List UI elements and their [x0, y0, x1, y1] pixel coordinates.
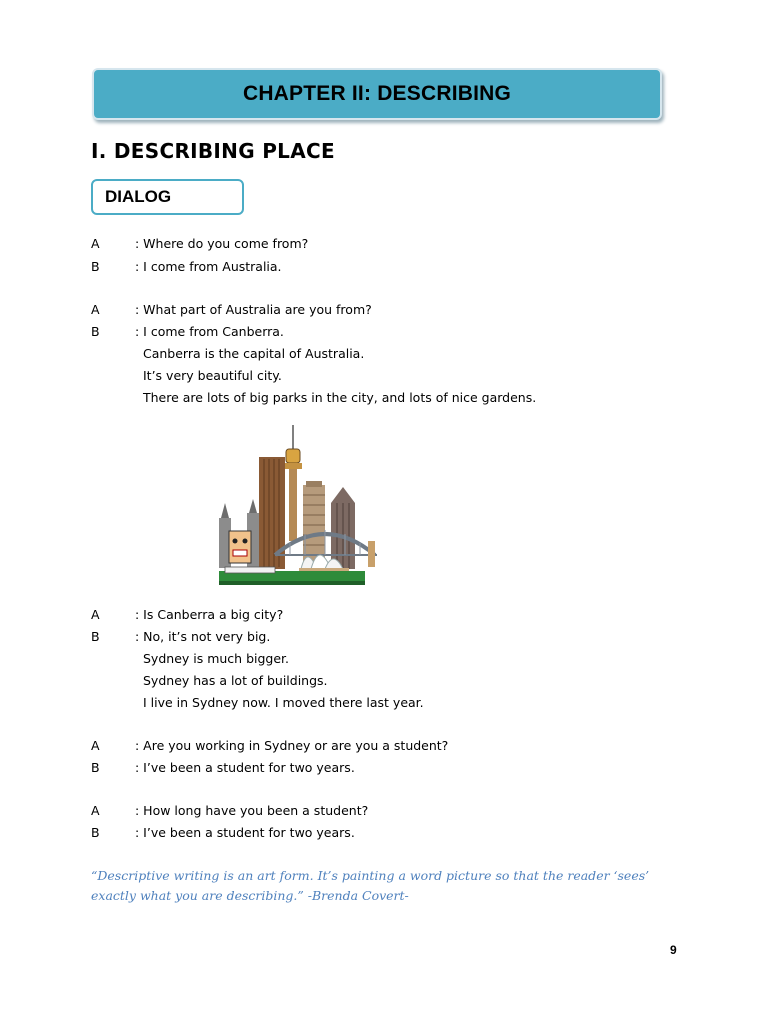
speaker: A: [91, 236, 100, 251]
dialog-continuation: Sydney is much bigger.: [143, 651, 290, 666]
dialog-label: DIALOG: [105, 187, 172, 206]
speaker: B: [91, 760, 100, 775]
dialog-continuation: Canberra is the capital of Australia.: [143, 346, 365, 361]
chapter-title-banner: [92, 68, 662, 120]
dialog-text: : I’ve been a student for two years.: [135, 760, 355, 775]
dialog-text: : What part of Australia are you from?: [135, 302, 372, 317]
speaker: B: [91, 259, 100, 274]
dialog-text: : I’ve been a student for two years.: [135, 825, 355, 840]
dialog-continuation: There are lots of big parks in the city, and lots of nice gardens.: [143, 390, 537, 405]
dialog-text: : I come from Canberra.: [135, 324, 284, 339]
speaker: B: [91, 629, 100, 644]
quote: “Descriptive writing is an art form. It’s painting a word picture so that the reader ‘sees’ exactly what you are describing.” -Brenda Covert-: [91, 868, 650, 903]
speaker: A: [91, 607, 100, 622]
dialog-continuation: Sydney has a lot of buildings.: [143, 673, 328, 688]
dialog-text: : No, it’s not very big.: [135, 629, 271, 644]
dialog-text: : How long have you been a student?: [135, 803, 369, 818]
chapter-title: CHAPTER II: DESCRIBING: [242, 82, 512, 105]
dialog-text: : Are you working in Sydney or are you a student?: [135, 738, 449, 753]
sydney-skyline-illustration: [215, 423, 383, 588]
speaker: B: [91, 324, 100, 339]
dialog-text: : Is Canberra a big city?: [135, 607, 284, 622]
speaker: B: [91, 825, 100, 840]
dialog-text: : Where do you come from?: [135, 236, 309, 251]
page-number: 9: [670, 943, 677, 957]
speaker: A: [91, 738, 100, 753]
speaker: A: [91, 803, 100, 818]
dialog-continuation: I live in Sydney now. I moved there last year.: [143, 695, 424, 710]
dialog-text: : I come from Australia.: [135, 259, 282, 274]
speaker: A: [91, 302, 100, 317]
section-heading: I. DESCRIBING PLACE: [91, 139, 335, 163]
dialog-label-box: [91, 179, 244, 215]
dialog-continuation: It’s very beautiful city.: [143, 368, 282, 383]
